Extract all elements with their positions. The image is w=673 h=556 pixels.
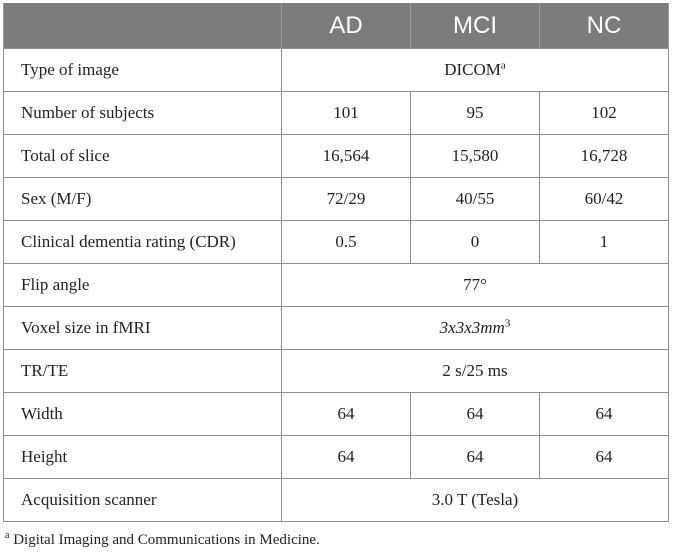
row-label: Width [4,393,282,436]
table-row [4,436,669,479]
table-row [4,307,669,350]
row-label: Number of subjects [4,92,282,135]
table-footnote [5,532,320,549]
row-label: TR/TE [4,350,282,393]
cell-mci: 95 [411,92,540,135]
row-label: Height [4,436,282,479]
table-row [4,135,669,178]
table-row [4,393,669,436]
table-row [4,221,669,264]
cell-nc: 102 [540,92,669,135]
cell-nc: 16,728 [540,135,669,178]
table-row [4,92,669,135]
cell-ad: 64 [282,436,411,479]
header-blank [4,3,282,49]
header-mci: MCI [411,3,540,49]
footnote-text: Digital Imaging and Communications in Medicine. [13,532,320,548]
voxel-size-value: 3x3x3mm [439,318,505,337]
cell-ad: 101 [282,92,411,135]
merged-value-cell: 3.0 T (Tesla) [282,479,669,522]
cell-nc: 64 [540,393,669,436]
table-row [4,49,669,92]
cell-ad: 64 [282,393,411,436]
cell-mci: 0 [411,221,540,264]
cell-mci: 64 [411,436,540,479]
header-nc: NC [540,3,669,49]
cell-mci: 40/55 [411,178,540,221]
row-label: Type of image [4,49,282,92]
cell-ad: 16,564 [282,135,411,178]
row-label: Total of slice [4,135,282,178]
row-label: Acquisition scanner [4,479,282,522]
footnote-marker: a [5,530,10,541]
cell-ad: 72/29 [282,178,411,221]
table-row [4,264,669,307]
type-of-image-value: DICOM [444,60,501,79]
merged-value-cell [282,307,669,350]
merged-value-cell: 2 s/25 ms [282,350,669,393]
table-row [4,178,669,221]
cell-ad: 0.5 [282,221,411,264]
cell-mci: 15,580 [411,135,540,178]
cell-nc: 1 [540,221,669,264]
cell-mci: 64 [411,393,540,436]
table-row [4,350,669,393]
table-wrapper [3,3,668,522]
footnote-marker: a [500,59,506,72]
row-label: Sex (M/F) [4,178,282,221]
row-label: Voxel size in fMRI [4,307,282,350]
row-label: Clinical dementia rating (CDR) [4,221,282,264]
merged-value-cell [282,49,669,92]
cell-nc: 60/42 [540,178,669,221]
dataset-table [3,3,669,522]
header-row [4,3,669,49]
header-ad: AD [282,3,411,49]
table-row [4,479,669,522]
row-label: Flip angle [4,264,282,307]
voxel-exponent: 3 [504,317,511,330]
cell-nc: 64 [540,436,669,479]
merged-value-cell: 77° [282,264,669,307]
